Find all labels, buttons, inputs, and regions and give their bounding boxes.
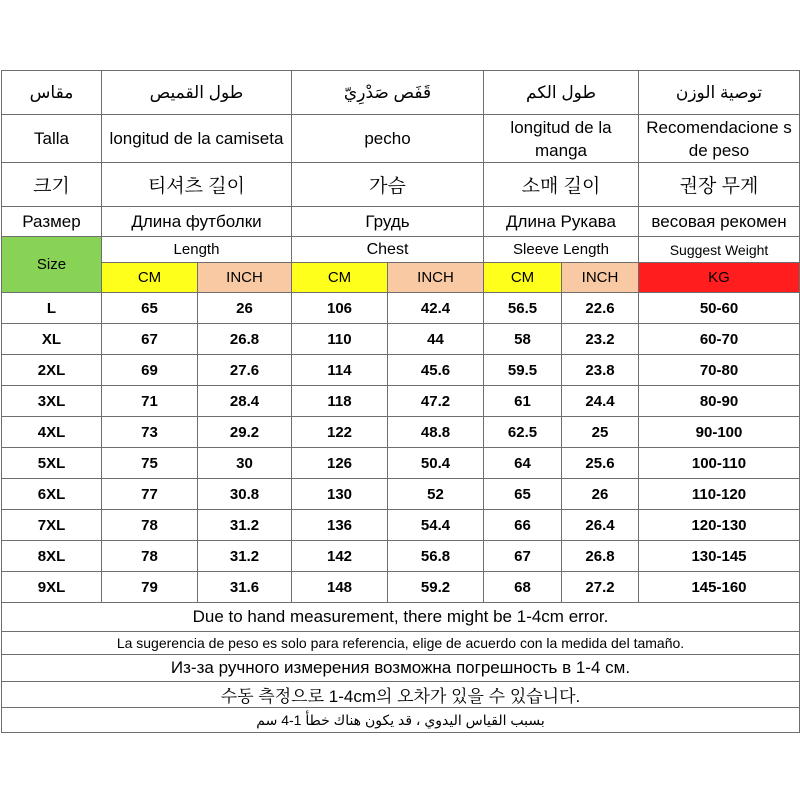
cell-weight-kg: 50-60 xyxy=(639,293,800,324)
cell-weight-kg: 120-130 xyxy=(639,510,800,541)
note-spanish: La sugerencia de peso es solo para referencia, elige de acuerdo con la medida del tamaño. xyxy=(2,632,800,655)
note-row-arabic xyxy=(2,708,800,733)
cell-length-inch: 31.6 xyxy=(198,572,292,603)
header-suggest-weight: Suggest Weight xyxy=(639,237,800,263)
cell-chest-inch: 42.4 xyxy=(388,293,484,324)
table-row xyxy=(2,510,800,541)
header-chest: Chest xyxy=(292,237,484,263)
header-ar-sleeve: طول الكم xyxy=(484,71,639,115)
cell-sleeve-cm: 58 xyxy=(484,324,562,355)
cell-sleeve-inch: 26 xyxy=(562,479,639,510)
cell-length-inch: 26 xyxy=(198,293,292,324)
cell-chest-cm: 110 xyxy=(292,324,388,355)
cell-weight-kg: 70-80 xyxy=(639,355,800,386)
cell-length-inch: 26.8 xyxy=(198,324,292,355)
cell-chest-inch: 45.6 xyxy=(388,355,484,386)
cell-size: XL xyxy=(2,324,102,355)
cell-length-inch: 30.8 xyxy=(198,479,292,510)
header-row-spanish xyxy=(2,115,800,163)
cell-weight-kg: 110-120 xyxy=(639,479,800,510)
cell-chest-cm: 106 xyxy=(292,293,388,324)
header-row-units xyxy=(2,263,800,293)
cell-chest-inch: 54.4 xyxy=(388,510,484,541)
header-es-sleeve: longitud de la manga xyxy=(484,115,639,163)
cell-length-cm: 77 xyxy=(102,479,198,510)
note-row-korean xyxy=(2,682,800,708)
table-row xyxy=(2,479,800,510)
note-row-spanish xyxy=(2,632,800,655)
header-ru-weight: весовая рекомен xyxy=(639,207,800,237)
note-row-russian xyxy=(2,655,800,682)
cell-sleeve-cm: 56.5 xyxy=(484,293,562,324)
table-row xyxy=(2,355,800,386)
cell-sleeve-inch: 26.4 xyxy=(562,510,639,541)
cell-sleeve-cm: 67 xyxy=(484,541,562,572)
unit-inch-length: INCH xyxy=(198,263,292,293)
header-row-russian xyxy=(2,207,800,237)
cell-chest-cm: 126 xyxy=(292,448,388,479)
cell-sleeve-cm: 64 xyxy=(484,448,562,479)
cell-size: 7XL xyxy=(2,510,102,541)
cell-size: 4XL xyxy=(2,417,102,448)
cell-weight-kg: 60-70 xyxy=(639,324,800,355)
header-ko-size: 크기 xyxy=(2,163,102,207)
cell-weight-kg: 80-90 xyxy=(639,386,800,417)
header-ar-chest: قَفَص صَدْرِيّ xyxy=(292,71,484,115)
cell-chest-cm: 130 xyxy=(292,479,388,510)
cell-chest-inch: 50.4 xyxy=(388,448,484,479)
cell-chest-cm: 114 xyxy=(292,355,388,386)
cell-sleeve-inch: 25 xyxy=(562,417,639,448)
cell-sleeve-inch: 25.6 xyxy=(562,448,639,479)
cell-weight-kg: 145-160 xyxy=(639,572,800,603)
cell-length-inch: 28.4 xyxy=(198,386,292,417)
header-ko-weight: 권장 무게 xyxy=(639,163,800,207)
cell-length-inch: 27.6 xyxy=(198,355,292,386)
header-ar-length: طول القميص xyxy=(102,71,292,115)
cell-sleeve-cm: 68 xyxy=(484,572,562,603)
cell-sleeve-inch: 24.4 xyxy=(562,386,639,417)
cell-chest-inch: 48.8 xyxy=(388,417,484,448)
header-ru-chest: Грудь xyxy=(292,207,484,237)
note-russian: Из-за ручного измерения возможна погрешность в 1-4 см. xyxy=(2,655,800,682)
cell-chest-cm: 122 xyxy=(292,417,388,448)
cell-weight-kg: 90-100 xyxy=(639,417,800,448)
cell-weight-kg: 130-145 xyxy=(639,541,800,572)
header-es-length: longitud de la camiseta xyxy=(102,115,292,163)
unit-kg-weight: KG xyxy=(639,263,800,293)
cell-length-cm: 79 xyxy=(102,572,198,603)
cell-length-inch: 31.2 xyxy=(198,541,292,572)
cell-length-cm: 78 xyxy=(102,510,198,541)
cell-sleeve-inch: 22.6 xyxy=(562,293,639,324)
table-row xyxy=(2,572,800,603)
size-chart-body xyxy=(2,71,800,733)
cell-sleeve-cm: 66 xyxy=(484,510,562,541)
cell-length-cm: 69 xyxy=(102,355,198,386)
cell-sleeve-cm: 61 xyxy=(484,386,562,417)
note-english: Due to hand measurement, there might be 1-4cm error. xyxy=(2,603,800,632)
cell-size: 2XL xyxy=(2,355,102,386)
table-row xyxy=(2,417,800,448)
cell-size: 6XL xyxy=(2,479,102,510)
header-ar-weight: توصية الوزن xyxy=(639,71,800,115)
unit-cm-length: CM xyxy=(102,263,198,293)
cell-size: 3XL xyxy=(2,386,102,417)
cell-chest-inch: 44 xyxy=(388,324,484,355)
header-row-arabic xyxy=(2,71,800,115)
cell-sleeve-inch: 26.8 xyxy=(562,541,639,572)
cell-length-inch: 30 xyxy=(198,448,292,479)
cell-length-cm: 75 xyxy=(102,448,198,479)
header-ko-length: 티셔츠 길이 xyxy=(102,163,292,207)
cell-chest-cm: 118 xyxy=(292,386,388,417)
cell-size: L xyxy=(2,293,102,324)
cell-sleeve-inch: 23.2 xyxy=(562,324,639,355)
cell-weight-kg: 100-110 xyxy=(639,448,800,479)
cell-length-cm: 73 xyxy=(102,417,198,448)
header-ar-size: مقاس xyxy=(2,71,102,115)
header-size: Size xyxy=(2,237,102,293)
cell-length-cm: 71 xyxy=(102,386,198,417)
size-chart-table xyxy=(1,70,800,733)
cell-chest-cm: 142 xyxy=(292,541,388,572)
cell-sleeve-inch: 27.2 xyxy=(562,572,639,603)
cell-length-inch: 29.2 xyxy=(198,417,292,448)
unit-cm-sleeve: CM xyxy=(484,263,562,293)
cell-chest-inch: 52 xyxy=(388,479,484,510)
cell-size: 5XL xyxy=(2,448,102,479)
cell-chest-inch: 47.2 xyxy=(388,386,484,417)
table-row xyxy=(2,541,800,572)
cell-sleeve-cm: 62.5 xyxy=(484,417,562,448)
note-korean: 수동 측정으로 1-4cm의 오차가 있을 수 있습니다. xyxy=(2,682,800,708)
note-arabic: بسبب القياس اليدوي ، قد يكون هناك خطأ 1-4 سم xyxy=(2,708,800,733)
unit-inch-sleeve: INCH xyxy=(562,263,639,293)
table-row xyxy=(2,324,800,355)
table-row xyxy=(2,448,800,479)
header-row-korean xyxy=(2,163,800,207)
cell-length-inch: 31.2 xyxy=(198,510,292,541)
cell-chest-inch: 56.8 xyxy=(388,541,484,572)
header-es-chest: pecho xyxy=(292,115,484,163)
cell-length-cm: 67 xyxy=(102,324,198,355)
cell-length-cm: 65 xyxy=(102,293,198,324)
header-ru-sleeve: Длина Рукава xyxy=(484,207,639,237)
cell-sleeve-cm: 59.5 xyxy=(484,355,562,386)
cell-length-cm: 78 xyxy=(102,541,198,572)
unit-cm-chest: CM xyxy=(292,263,388,293)
cell-chest-cm: 148 xyxy=(292,572,388,603)
table-row xyxy=(2,293,800,324)
header-ko-chest: 가슴 xyxy=(292,163,484,207)
table-row xyxy=(2,386,800,417)
cell-chest-cm: 136 xyxy=(292,510,388,541)
header-ko-sleeve: 소매 길이 xyxy=(484,163,639,207)
header-ru-length: Длина футболки xyxy=(102,207,292,237)
cell-sleeve-cm: 65 xyxy=(484,479,562,510)
cell-chest-inch: 59.2 xyxy=(388,572,484,603)
cell-size: 8XL xyxy=(2,541,102,572)
cell-size: 9XL xyxy=(2,572,102,603)
header-length: Length xyxy=(102,237,292,263)
note-row-english xyxy=(2,603,800,632)
cell-sleeve-inch: 23.8 xyxy=(562,355,639,386)
header-ru-size: Размер xyxy=(2,207,102,237)
unit-inch-chest: INCH xyxy=(388,263,484,293)
header-es-size: Talla xyxy=(2,115,102,163)
header-row-english xyxy=(2,237,800,263)
header-es-weight: Recomendacione s de peso xyxy=(639,115,800,163)
header-sleeve-length: Sleeve Length xyxy=(484,237,639,263)
